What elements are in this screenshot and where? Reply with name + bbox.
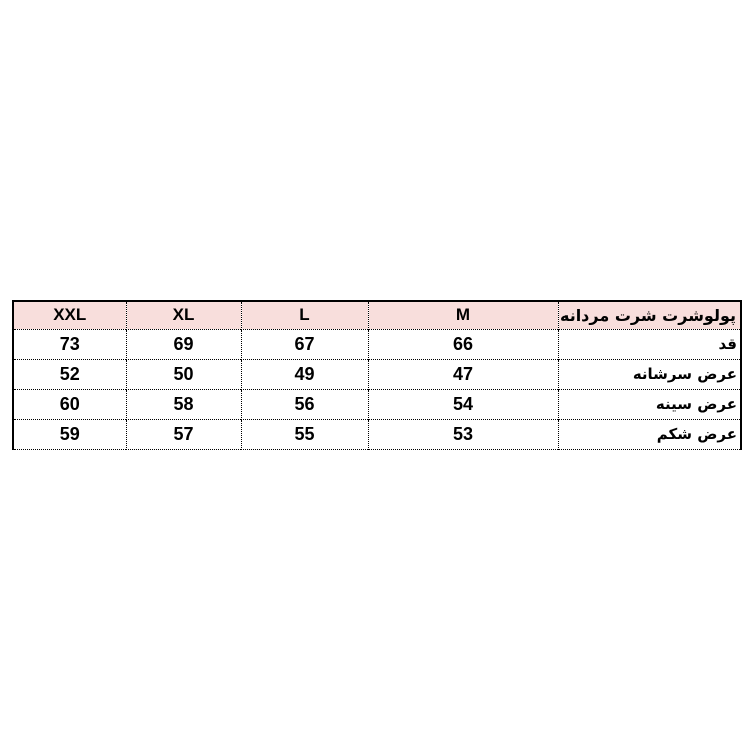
row-label-height: قد [558,329,741,359]
cell-chest-xl: 58 [126,389,241,419]
row-label-shoulder-width: عرض سرشانه [558,359,741,389]
row-label-belly-width: عرض شکم [558,419,741,449]
col-header-xl: XL [126,301,241,329]
table-row-shoulder-width [13,359,741,389]
cell-shoulder-l: 49 [241,359,368,389]
table-row-chest-width [13,389,741,419]
cell-shoulder-m: 47 [368,359,558,389]
cell-chest-xxl: 60 [13,389,126,419]
cell-height-m: 66 [368,329,558,359]
table-row-belly-width [13,419,741,449]
cell-height-xxl: 73 [13,329,126,359]
cell-belly-xxl: 59 [13,419,126,449]
col-header-m: M [368,301,558,329]
cell-chest-l: 56 [241,389,368,419]
cell-height-xl: 69 [126,329,241,359]
col-header-xxl: XXL [13,301,126,329]
col-header-l: L [241,301,368,329]
table-row-height [13,329,741,359]
size-chart-table [12,300,742,450]
cell-height-l: 67 [241,329,368,359]
cell-chest-m: 54 [368,389,558,419]
cell-belly-l: 55 [241,419,368,449]
cell-belly-m: 53 [368,419,558,449]
table-title: پولوشرت شرت مردانه [558,301,741,329]
header-row [13,301,741,329]
row-label-chest-width: عرض سینه [558,389,741,419]
size-chart-container [12,300,740,450]
cell-belly-xl: 57 [126,419,241,449]
cell-shoulder-xl: 50 [126,359,241,389]
cell-shoulder-xxl: 52 [13,359,126,389]
